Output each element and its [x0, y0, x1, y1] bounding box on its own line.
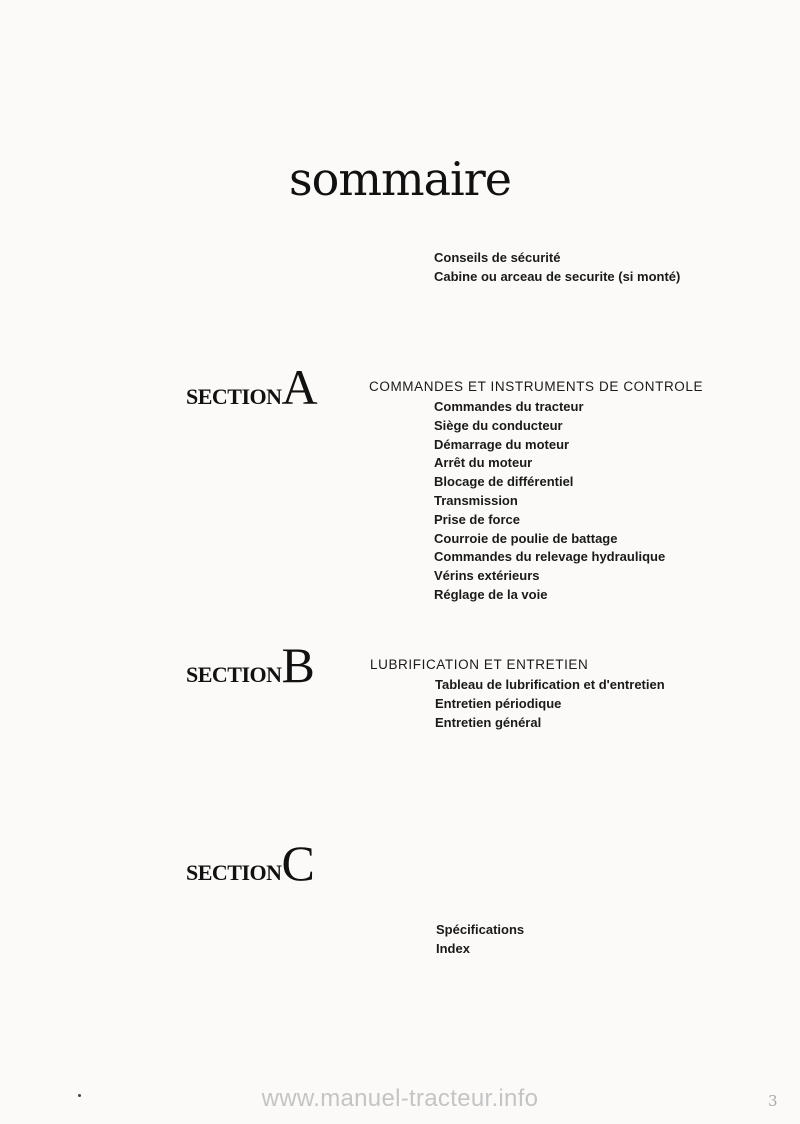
intro-list: [434, 249, 680, 287]
page-title: sommaire: [289, 152, 511, 206]
section-c-label: [186, 835, 315, 891]
list-item: Transmission: [434, 492, 518, 508]
list-item: Vérins extérieurs: [434, 568, 540, 584]
section-b-word: SECTION: [186, 662, 282, 687]
section-a-list: [434, 398, 665, 605]
list-item: Conseils de sécurité: [434, 250, 561, 265]
list-item: Commandes du relevage hydraulique: [434, 549, 666, 565]
section-b-list: [435, 676, 665, 732]
list-item: Cabine ou arceau de securite (si monté): [434, 268, 681, 284]
list-item: Spécifications: [436, 922, 525, 937]
list-item: Réglage de la voie: [434, 586, 548, 602]
section-c-list: [436, 921, 524, 959]
list-item: Démarrage du moteur: [434, 436, 570, 452]
list-item: Tableau de lubrification et d'entretien: [435, 677, 665, 692]
list-item: Prise de force: [434, 511, 520, 527]
section-b-label: [186, 637, 315, 693]
section-b-letter: B: [281, 637, 315, 693]
section-b-heading: LUBRIFICATION ET ENTRETIEN: [370, 657, 589, 672]
list-item: Entretien général: [435, 714, 542, 730]
section-a-label: [186, 359, 318, 415]
list-item: Courroie de poulie de battage: [434, 530, 618, 546]
section-a-word: SECTION: [186, 384, 282, 409]
list-item: Index: [436, 940, 470, 956]
list-item: Commandes du tracteur: [434, 399, 584, 414]
list-item: Entretien périodique: [435, 695, 562, 711]
list-item: Siège du conducteur: [434, 417, 563, 433]
section-c-letter: C: [281, 835, 315, 891]
section-a-heading: COMMANDES ET INSTRUMENTS DE CONTROLE: [369, 379, 704, 394]
list-item: Blocage de différentiel: [434, 474, 574, 490]
section-c-word: SECTION: [186, 860, 282, 885]
footer-watermark: www.manuel-tracteur.info: [261, 1085, 539, 1112]
corner-page-mark: 3: [768, 1092, 778, 1110]
list-item: Arrêt du moteur: [434, 455, 533, 471]
section-a-letter: A: [281, 359, 318, 415]
